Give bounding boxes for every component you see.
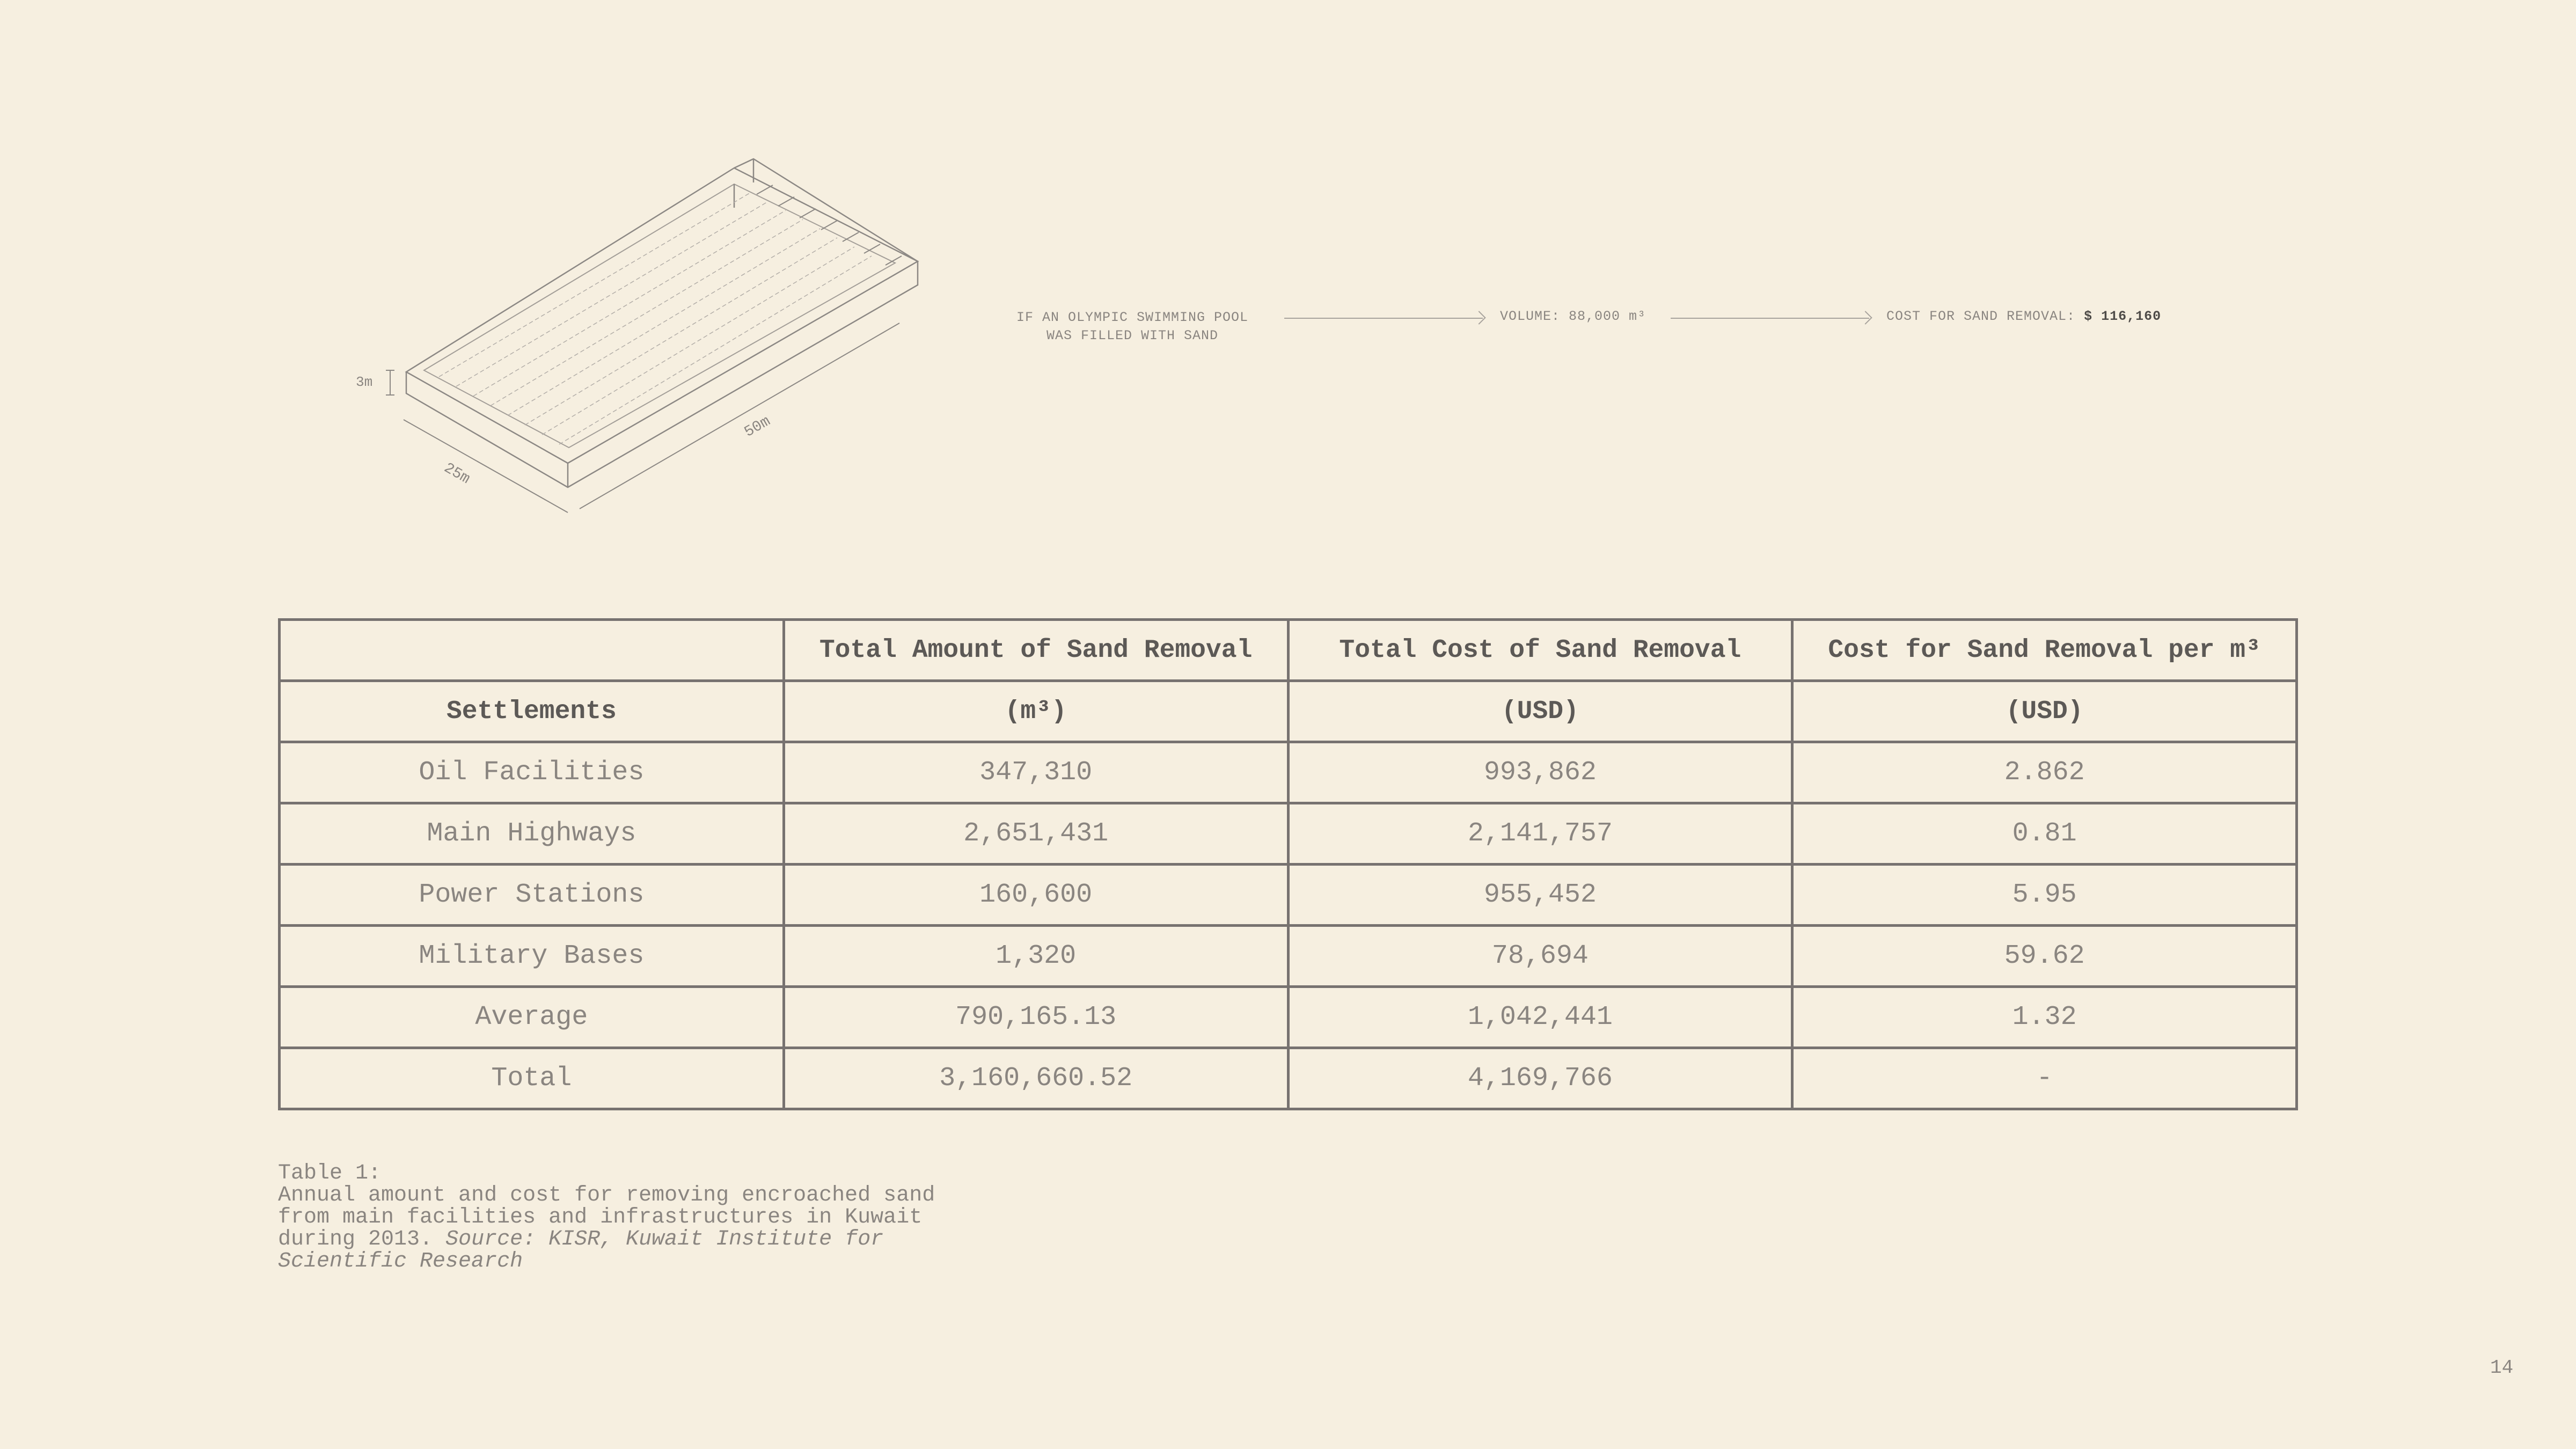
- question-line-2: WAS FILLED WITH SAND: [1046, 328, 1219, 343]
- caption-label: Table 1:: [278, 1161, 382, 1185]
- table-cell: 790,165.13: [784, 987, 1288, 1048]
- header-cell: (USD): [1288, 681, 1792, 742]
- table-cell: Average: [280, 987, 784, 1048]
- table-cell: Military Bases: [280, 926, 784, 987]
- header-cell: Cost for Sand Removal per m³: [1792, 620, 2297, 681]
- header-cell: Total Cost of Sand Removal: [1288, 620, 1792, 681]
- cost-label: COST FOR SAND REMOVAL:: [1886, 309, 2076, 324]
- volume-text: VOLUME: 88,000 m³: [1500, 309, 1646, 324]
- table-cell: Power Stations: [280, 865, 784, 926]
- table-cell: 1,320: [784, 926, 1288, 987]
- table-row: [280, 1048, 2297, 1109]
- table-cell: 78,694: [1288, 926, 1792, 987]
- table-cell: Main Highways: [280, 803, 784, 865]
- table-header-row: [280, 620, 2297, 681]
- sand-removal-table: [278, 618, 2298, 1110]
- cost-text: [1886, 309, 2161, 324]
- table-cell: Oil Facilities: [280, 742, 784, 803]
- table-cell: 5.95: [1792, 865, 2297, 926]
- width-dimension-label: 25m: [441, 459, 473, 488]
- height-dimension-label: 3m: [356, 374, 373, 390]
- olympic-pool-diagram: [0, 0, 2576, 537]
- table-row: [280, 742, 2297, 803]
- header-cell: [280, 620, 784, 681]
- table-cell: Total: [280, 1048, 784, 1109]
- table-cell: 1.32: [1792, 987, 2297, 1048]
- table-caption: [278, 1162, 1029, 1272]
- caption-line: from main facilities and infrastructures in Kuwait: [278, 1205, 923, 1230]
- table-header-row: [280, 681, 2297, 742]
- table-row: [280, 803, 2297, 865]
- table-cell: 4,169,766: [1288, 1048, 1792, 1109]
- caption-line: Annual amount and cost for removing encroached sand: [278, 1183, 935, 1208]
- table-cell: 59.62: [1792, 926, 2297, 987]
- table-cell: 2,651,431: [784, 803, 1288, 865]
- table-cell: 160,600: [784, 865, 1288, 926]
- caption-source: Source: KISR, Kuwait Institute for: [445, 1227, 884, 1252]
- table-cell: 955,452: [1288, 865, 1792, 926]
- arrow-right-icon: [1671, 318, 1869, 319]
- caption-line: [278, 1228, 1029, 1250]
- page-number: 14: [2490, 1357, 2514, 1379]
- length-dimension-label: 50m: [742, 413, 774, 441]
- header-cell: (m³): [784, 681, 1288, 742]
- table-cell: 347,310: [784, 742, 1288, 803]
- table-cell: 2,141,757: [1288, 803, 1792, 865]
- table-cell: 1,042,441: [1288, 987, 1792, 1048]
- table-cell: 2.862: [1792, 742, 2297, 803]
- header-cell: Settlements: [280, 681, 784, 742]
- pool-question-text: [1004, 309, 1261, 345]
- table-row: [280, 926, 2297, 987]
- header-cell: Total Amount of Sand Removal: [784, 620, 1288, 681]
- question-line-1: IF AN OLYMPIC SWIMMING POOL: [1016, 310, 1249, 325]
- header-cell: (USD): [1792, 681, 2297, 742]
- table-cell: 993,862: [1288, 742, 1792, 803]
- caption-source: Scientific Research: [278, 1249, 523, 1274]
- caption-text: during 2013.: [278, 1227, 446, 1252]
- cost-value: $ 116,160: [2084, 309, 2162, 324]
- table-cell: 0.81: [1792, 803, 2297, 865]
- table-row: [280, 987, 2297, 1048]
- caption-line: [278, 1250, 1029, 1272]
- table-cell: 3,160,660.52: [784, 1048, 1288, 1109]
- table-cell: -: [1792, 1048, 2297, 1109]
- table-row: [280, 865, 2297, 926]
- arrow-right-icon: [1284, 318, 1483, 319]
